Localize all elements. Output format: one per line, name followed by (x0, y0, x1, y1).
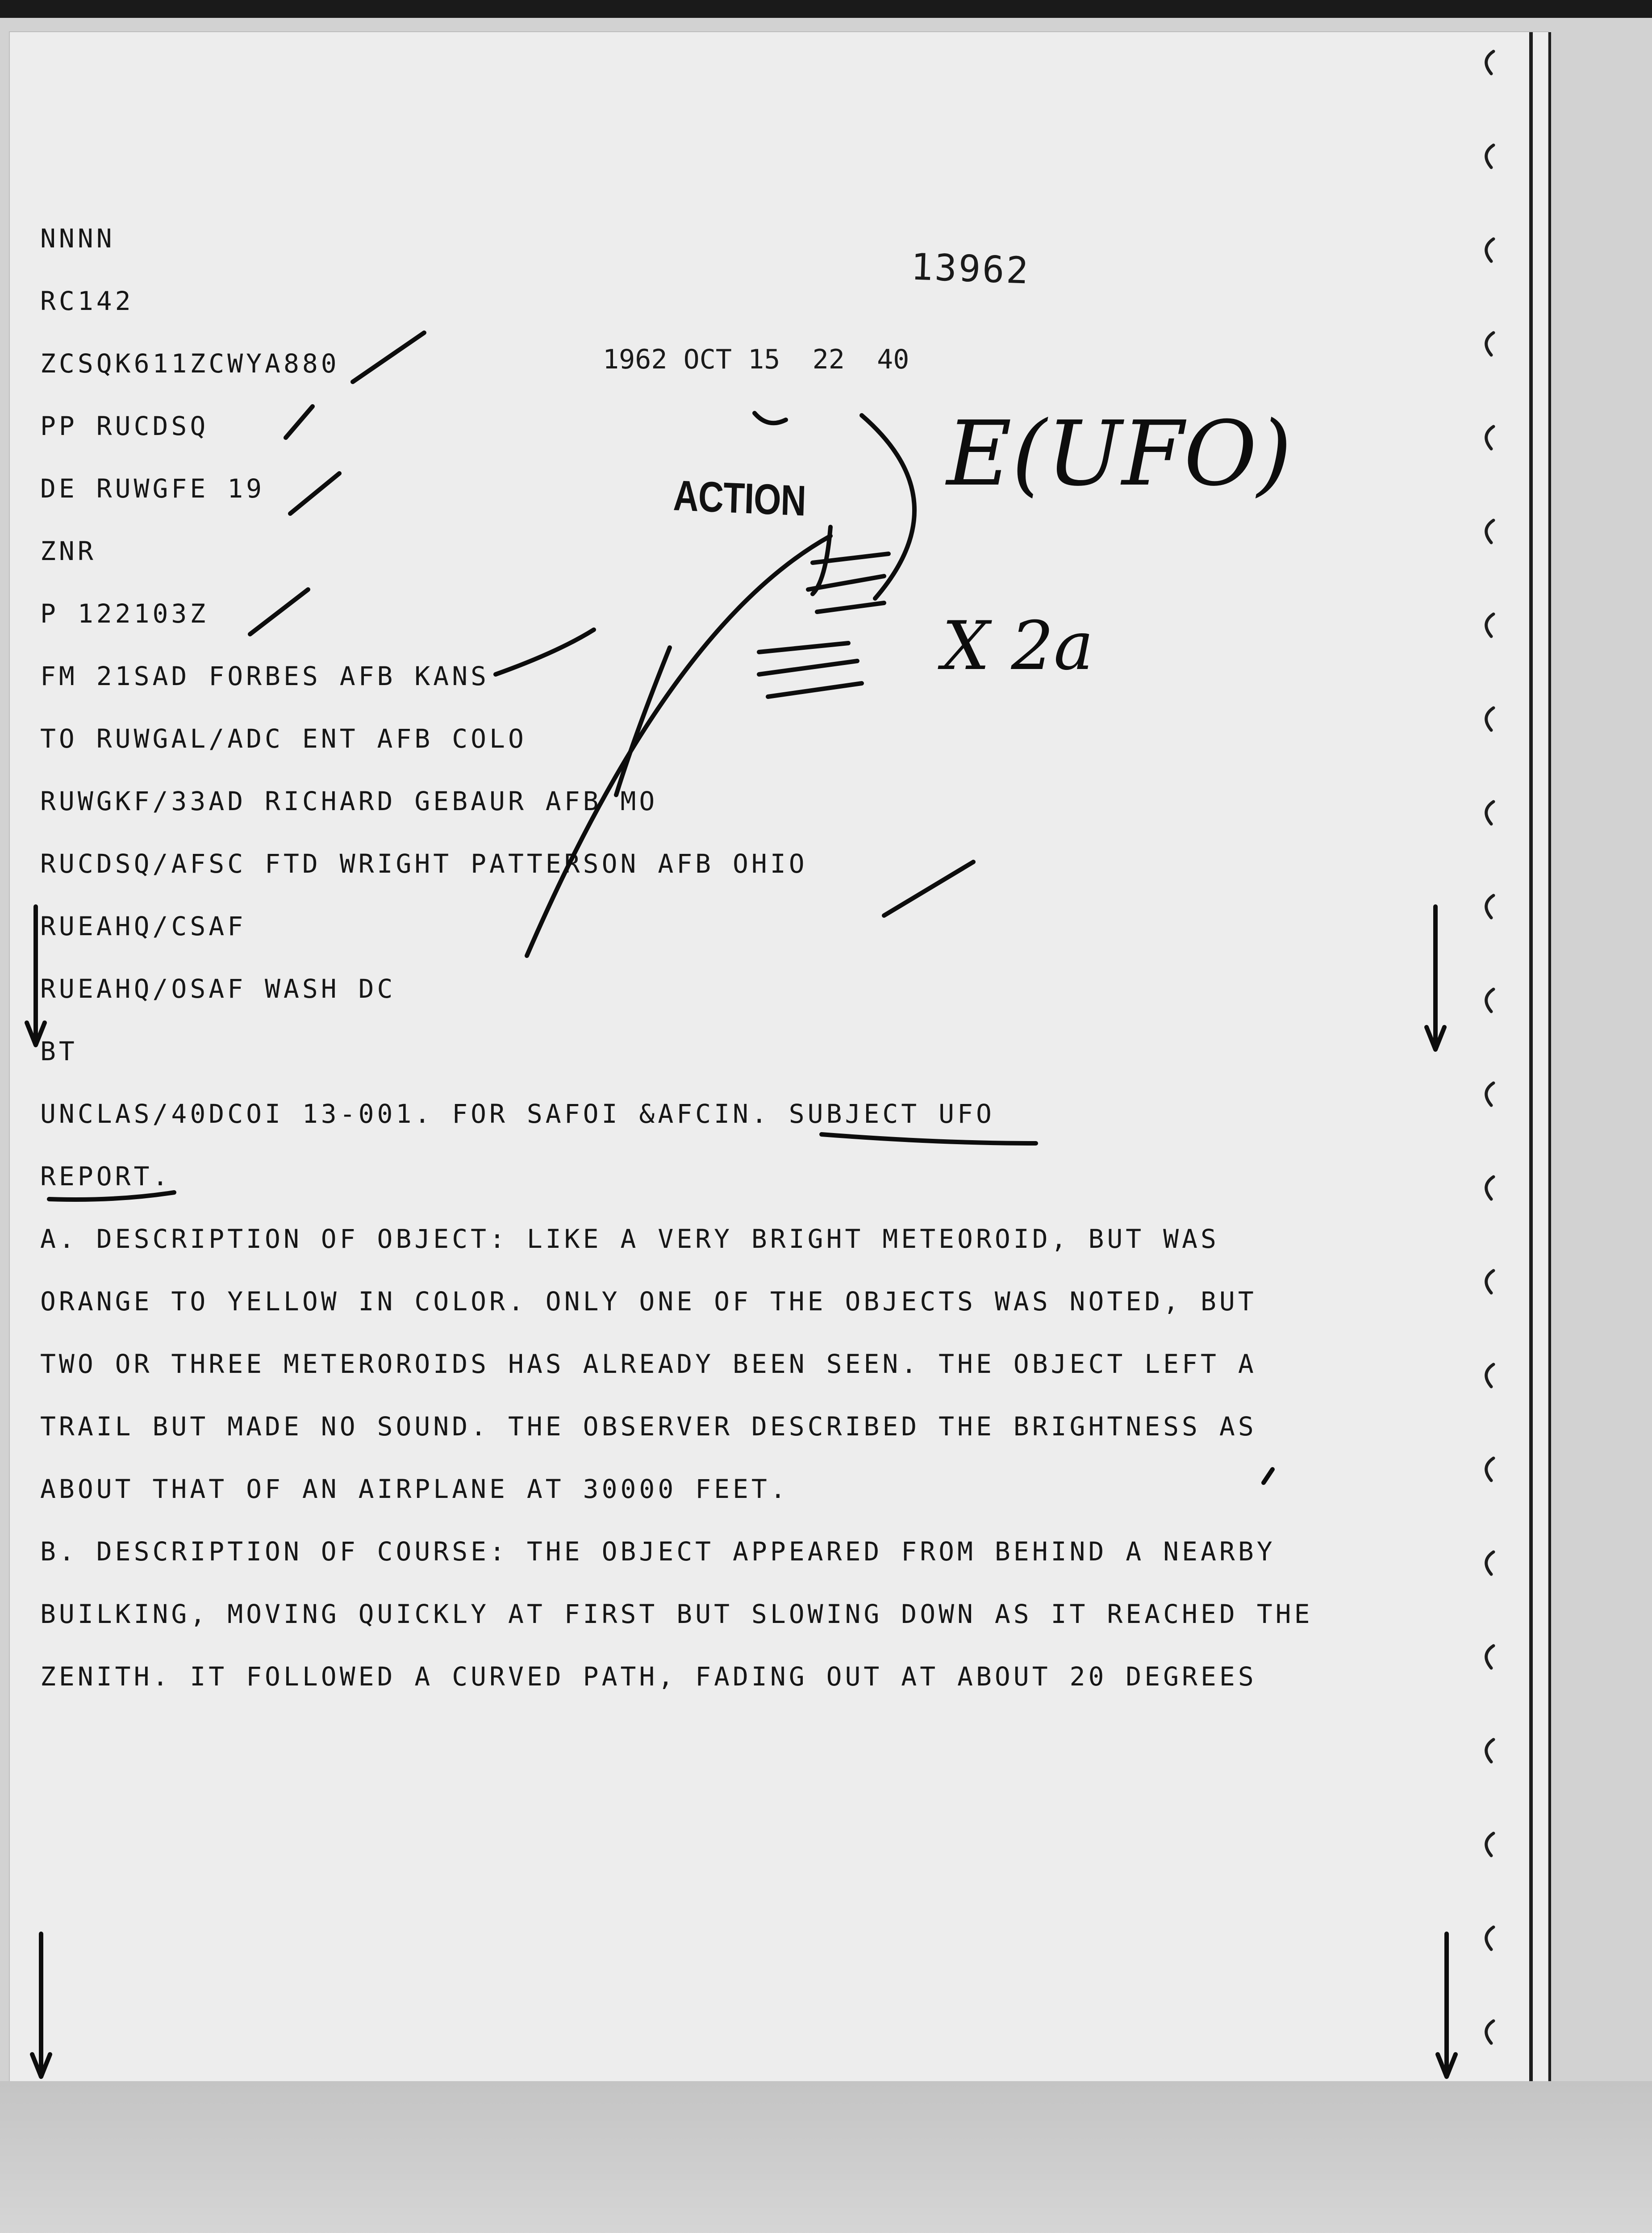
header-line: DE RUWGFE 19 (40, 473, 265, 504)
header-line: RC142 (40, 286, 134, 316)
body-line: REPORT. (40, 1161, 171, 1192)
handwritten-routing-note: X 2a (942, 607, 1094, 685)
body-line: ZENITH. IT FOLLOWED A CURVED PATH, FADING OUT AT ABOUT 20 DEGREES (40, 1661, 1257, 1692)
body-line: A. DESCRIPTION OF OBJECT: LIKE A VERY BRIGHT METEOROID, BUT WAS (40, 1224, 1219, 1254)
header-line: ZCSQK611ZCWYA880 (40, 348, 340, 379)
header-line: P 122103Z (40, 598, 209, 629)
header-line: PP RUCDSQ (40, 411, 209, 441)
body-line: TWO OR THREE METEROROIDS HAS ALREADY BEEN SEEN. THE OBJECT LEFT A (40, 1349, 1257, 1379)
body-line: B. DESCRIPTION OF COURSE: THE OBJECT APPEARED FROM BEHIND A NEARBY (40, 1536, 1276, 1567)
control-number-stamp: 13962 (910, 246, 1031, 293)
body-line: TRAIL BUT MADE NO SOUND. THE OBSERVER DESCRIBED THE BRIGHTNESS AS (40, 1411, 1257, 1442)
body-line: UNCLAS/40DCOI 13-001. FOR SAFOI &AFCIN. SUBJECT UFO (40, 1099, 995, 1129)
handwritten-ufo-note: E(UFO) (947, 402, 1292, 506)
header-line: RUEAHQ/OSAF WASH DC (40, 974, 396, 1004)
date-time-stamp: 1962 OCT 15 22 40 (603, 344, 909, 375)
header-line: RUWGKF/33AD RICHARD GEBAUR AFB MO (40, 786, 658, 816)
body-line: ABOUT THAT OF AN AIRPLANE AT 30000 FEET. (40, 1474, 789, 1504)
break-marker: BT (40, 1036, 78, 1066)
action-stamp: ACTION (672, 472, 807, 525)
header-line: RUCDSQ/AFSC FTD WRIGHT PATTERSON AFB OHIO (40, 849, 808, 879)
header-line: RUEAHQ/CSAF (40, 911, 246, 941)
body-line: BUILKING, MOVING QUICKLY AT FIRST BUT SLOWING DOWN AS IT REACHED THE (40, 1599, 1313, 1629)
header-line: TO RUWGAL/ADC ENT AFB COLO (40, 723, 527, 754)
header-line: NNNN (40, 223, 115, 254)
header-line: ZNR (40, 536, 96, 566)
header-line: FM 21SAD FORBES AFB KANS (40, 661, 490, 691)
body-line: ORANGE TO YELLOW IN COLOR. ONLY ONE OF THE OBJECTS WAS NOTED, BUT (40, 1286, 1257, 1317)
